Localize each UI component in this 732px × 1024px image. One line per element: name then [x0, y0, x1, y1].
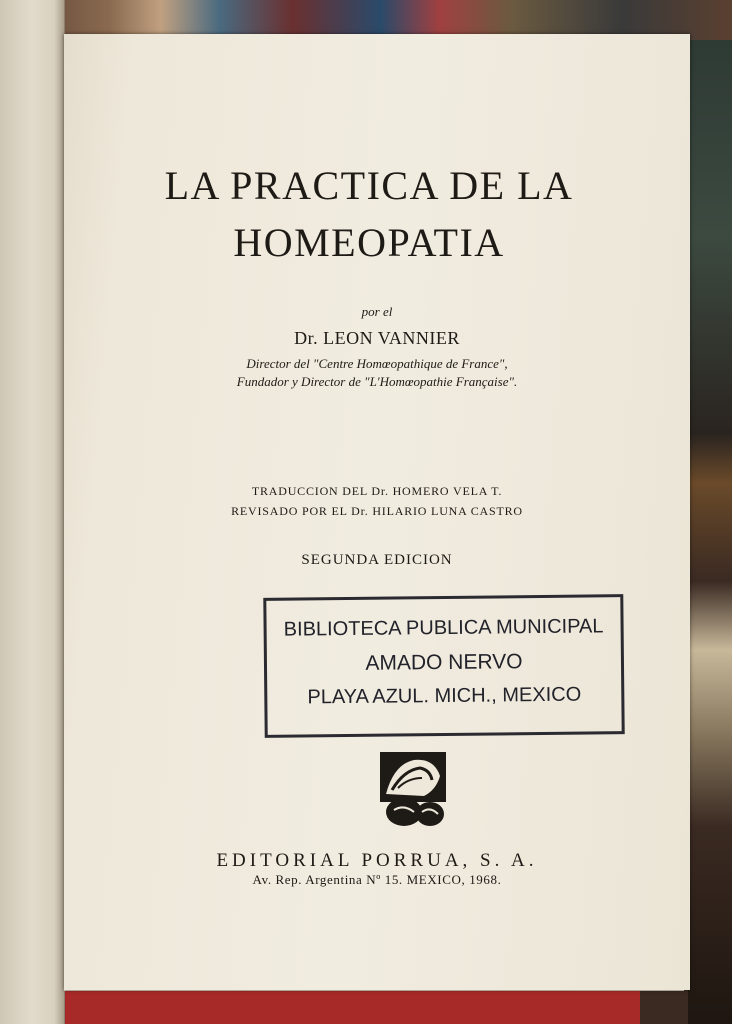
library-stamp [263, 594, 624, 738]
stamp-line-2: AMADO NERVO [365, 650, 523, 675]
publisher-address: Av. Rep. Argentina Nº 15. MEXICO, 1968. [252, 872, 502, 887]
publisher-name: EDITORIAL PORRUA, S. A. [216, 850, 538, 871]
title-page [64, 34, 690, 990]
bookshelf-spines [688, 40, 732, 1024]
stamp-line-1: BIBLIOTECA PUBLICA MUNICIPAL [283, 615, 604, 641]
book-title-line-1: LA PRACTICA DE LA [164, 163, 574, 208]
author-name: Dr. LEON VANNIER [294, 328, 460, 348]
edition-label: SEGUNDA EDICION [301, 552, 453, 568]
stamp-line-3: PLAYA AZUL. MICH., MEXICO [307, 683, 582, 709]
left-page [0, 0, 65, 1024]
byline: por el [361, 304, 393, 319]
publisher-logo-icon [374, 750, 450, 830]
book-title-line-2: HOMEOPATIA [233, 220, 505, 265]
author-affiliation-2: Fundador y Director de "L'Homœopathie Française". [236, 374, 518, 389]
author-affiliation-1: Director del "Centre Homœopathique de France", [246, 356, 508, 371]
reviewer-credit: REVISADO POR EL Dr. HILARIO LUNA CASTRO [231, 504, 523, 518]
translator-credit: TRADUCCION DEL Dr. HOMERO VELA T. [251, 484, 503, 498]
